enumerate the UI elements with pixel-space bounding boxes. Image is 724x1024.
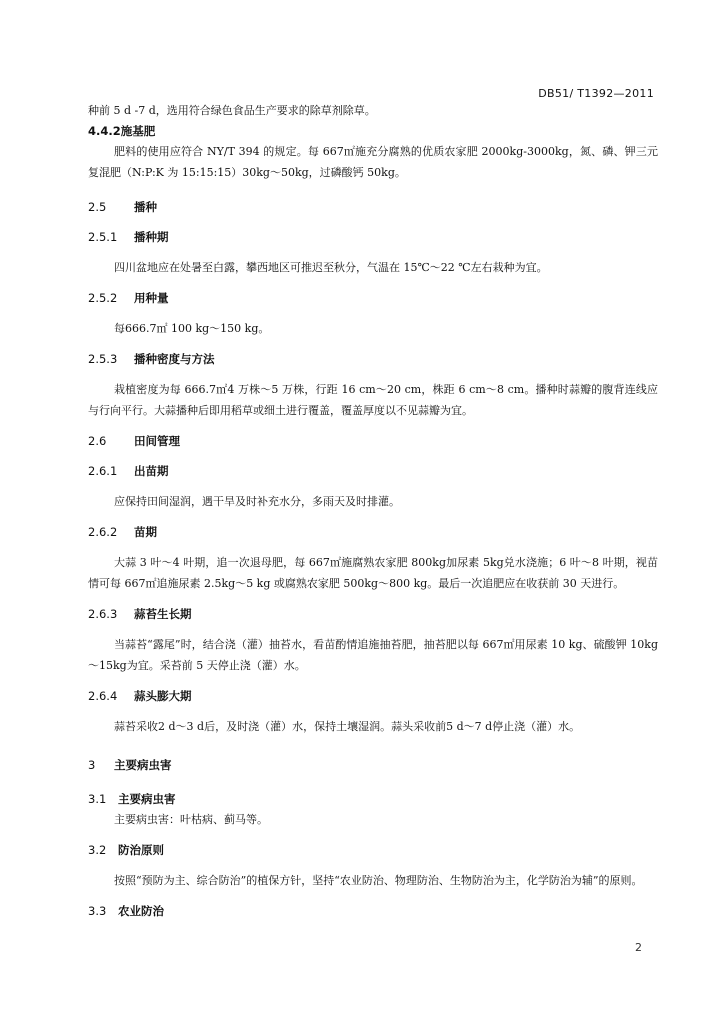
paragraph: 蒜苔采收2 d～3 d后，及时浇（灌）水，保持土壤湿润。蒜头采收前5 d～7 d停止浇（灌）水。 <box>114 720 581 733</box>
section-heading <box>88 686 658 706</box>
paragraph: 当蒜苔“露尾”时，结合浇（灌）抽苔水，看苗酌情追施抽苔肥，抽苔肥以每 667㎡用尿素 10 kg、硫酸钾 10kg～15kg为宜。采苔前 5 天停止浇（灌）水。 <box>88 638 658 672</box>
section-title: 出苗期 <box>134 464 169 478</box>
section-number: 3.3 <box>88 904 107 918</box>
paragraph: 应保持田间湿润，遇干旱及时补充水分，多雨天及时排灌。 <box>114 495 400 508</box>
paragraph: 栽植密度为每 666.7㎡4 万株～5 万株，行距 16 cm～20 cm，株距 6 cm～8 cm。播种时蒜瓣的腹背连线应与行向平行。大蒜播种后即用稻草或细土进行覆盖，覆盖厚度以不见蒜瓣为宜。 <box>88 383 658 417</box>
section-title: 农业防治 <box>118 904 164 918</box>
section-heading <box>88 522 658 542</box>
standard-number: DB51/ T1392—2011 <box>538 87 654 100</box>
section-title: 田间管理 <box>134 434 180 448</box>
paragraph: 每666.7㎡ 100 kg～150 kg。 <box>114 322 270 335</box>
paragraph: 种前 5 d -7 d，选用符合绿色食品生产要求的除草剂除草。 <box>88 104 376 117</box>
section-heading <box>88 349 658 369</box>
section-heading <box>88 288 658 308</box>
section-title: 播种密度与方法 <box>134 352 215 366</box>
section-heading <box>88 461 658 481</box>
section-heading <box>88 227 658 247</box>
section-number: 2.5.1 <box>88 230 118 244</box>
paragraph: 主要病虫害：叶枯病、蓟马等。 <box>114 813 268 826</box>
section-heading <box>88 197 658 217</box>
section-heading <box>88 431 658 451</box>
section-heading <box>88 901 658 921</box>
section-number: 3 <box>88 758 96 772</box>
section-heading <box>88 121 658 141</box>
section-title: 主要病虫害 <box>118 792 176 806</box>
section-title: 用种量 <box>134 291 169 305</box>
paragraph: 肥料的使用应符合 NY/T 394 的规定。每 667㎡施充分腐熟的优质农家肥 2000kg-3000kg，氮、磷、钾三元复混肥（N:P:K 为 15:15:15）30kg～50kg，过磷酸钙 50kg。 <box>88 145 658 179</box>
section-title: 蒜头膨大期 <box>134 689 192 703</box>
paragraph: 大蒜 3 叶～4 叶期，追一次退母肥，每 667㎡施腐熟农家肥 800kg加尿素 5kg兑水浇施；6 叶～8 叶期，视苗情可每 667㎡追施尿素 2.5kg～5 kg 或腐熟农家肥 500kg～800 kg。最后一次追肥应在收获前 30 天进行。 <box>88 556 658 590</box>
section-number: 2.6.2 <box>88 525 118 539</box>
section-title: 主要病虫害 <box>114 758 172 772</box>
section-number: 2.6.3 <box>88 607 118 621</box>
section-heading <box>88 840 658 860</box>
paragraph: 四川盆地应在处暑至白露，攀西地区可推迟至秋分，气温在 15℃～22 ℃左右栽种为宜。 <box>114 261 548 274</box>
section-title: 蒜苔生长期 <box>134 607 192 621</box>
section-number: 2.5.2 <box>88 291 118 305</box>
section-title: 苗期 <box>134 525 157 539</box>
section-title: 4.4.2施基肥 <box>88 124 156 138</box>
document-body <box>88 100 658 921</box>
section-number: 2.6 <box>88 434 107 448</box>
section-title: 播种 <box>134 200 157 214</box>
section-title: 播种期 <box>134 230 169 244</box>
section-number: 3.1 <box>88 792 107 806</box>
section-number: 2.6.1 <box>88 464 118 478</box>
section-number: 3.2 <box>88 843 107 857</box>
section-number: 2.6.4 <box>88 689 118 703</box>
paragraph: 按照“预防为主、综合防治”的植保方针，坚持“农业防治、物理防治、生物防治为主，化学防治为辅”的原则。 <box>114 874 643 887</box>
section-heading <box>88 789 658 809</box>
section-number: 2.5 <box>88 200 107 214</box>
section-heading <box>88 604 658 624</box>
page-number: 2 <box>635 941 642 954</box>
section-number: 2.5.3 <box>88 352 118 366</box>
section-heading <box>88 755 658 775</box>
section-title: 防治原则 <box>118 843 164 857</box>
